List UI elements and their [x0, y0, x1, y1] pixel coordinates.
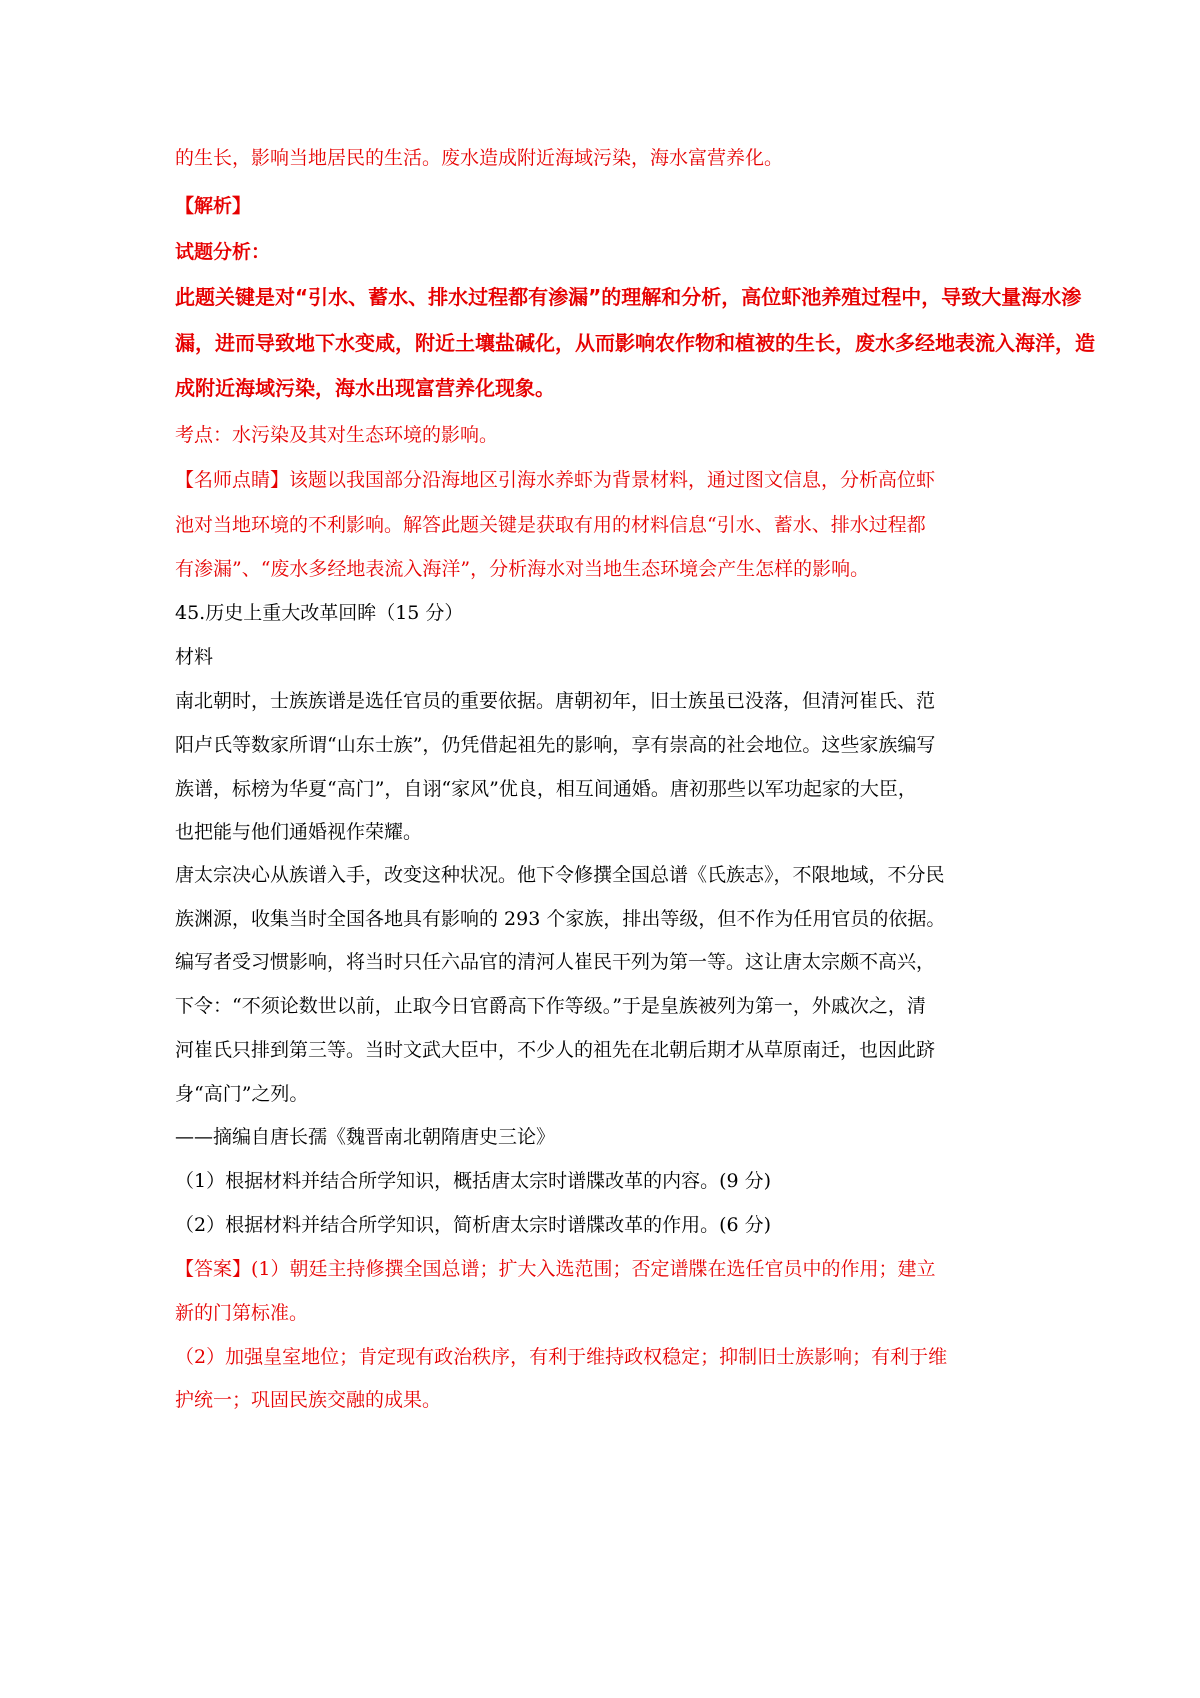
sub-question-1: （1）根据材料并结合所学知识，概括唐太宗时谱牒改革的内容。(9 分)	[175, 1170, 772, 1192]
material-para1-line: 南北朝时，士族族谱是选任官员的重要依据。唐朝初年，旧士族虽已没落，但清河崔氏、范	[175, 690, 936, 712]
analysis-header: 【解析】	[175, 195, 252, 217]
analysis-subheader: 试题分析：	[175, 241, 271, 263]
material-label: 材料	[175, 646, 214, 668]
material-para2-line: 唐太宗决心从族谱入手，改变这种状况。他下令修撰全国总谱《氏族志》，不限地域，不分民	[175, 864, 945, 886]
analysis-line: 此题关键是对“引水、蓄水、排水过程都有渗漏”的理解和分析，高位虾池养殖过程中，导致大量海水渗	[175, 285, 1082, 309]
analysis-line: 漏，进而导致地下水变咸，附近土壤盐碱化，从而影响农作物和植被的生长，废水多经地表流入海洋，造	[175, 331, 1095, 355]
material-para1-line: 阳卢氏等数家所谓“山东士族”，仍凭借起祖先的影响，享有崇高的社会地位。这些家族编写	[175, 734, 936, 756]
kaodian: 考点：水污染及其对生态环境的影响。	[175, 424, 499, 446]
answer-line: 护统一；巩固民族交融的成果。	[175, 1389, 442, 1411]
answer-line: （2）加强皇室地位；肯定现有政治秩序，有利于维持政权稳定；抑制旧士族影响；有利于维	[175, 1346, 948, 1368]
material-para2-line: 下令：“不须论数世以前，止取今日官爵高下作等级。”于是皇族被列为第一，外戚次之，清	[175, 995, 926, 1017]
analysis-line: 成附近海域污染，海水出现富营养化现象。	[175, 376, 555, 400]
sub-question-2: （2）根据材料并结合所学知识，简析唐太宗时谱牒改革的作用。(6 分)	[175, 1214, 772, 1236]
answer-line: 新的门第标准。	[175, 1302, 309, 1324]
material-para2-line: 身“高门”之列。	[175, 1083, 309, 1105]
mingshi-line: 有渗漏”、“废水多经地表流入海洋”，分析海水对当地生态环境会产生怎样的影响。	[175, 558, 870, 580]
mingshi-line: 池对当地环境的不利影响。解答此题关键是获取有用的材料信息“引水、蓄水、排水过程都	[175, 514, 926, 536]
prev-answer-tail: 的生长，影响当地居民的生活。废水造成附近海域污染，海水富营养化。	[175, 147, 784, 169]
material-para2-line: 族渊源，收集当时全国各地具有影响的 293 个家族，排出等级，但不作为任用官员的依据。	[175, 908, 946, 930]
material-source: ——摘编自唐长孺《魏晋南北朝隋唐史三论》	[175, 1126, 556, 1148]
material-para2-line: 河崔氏只排到第三等。当时文武大臣中，不少人的祖先在北朝后期才从草原南迁，也因此跻	[175, 1039, 936, 1061]
answer-line: 【答案】(1）朝廷主持修撰全国总谱；扩大入选范围；否定谱牒在选任官员中的作用；建立	[175, 1258, 936, 1280]
material-para2-line: 编写者受习惯影响，将当时只任六品官的清河人崔民干列为第一等。这让唐太宗颇不高兴，	[175, 951, 936, 973]
mingshi-line: 【名师点睛】该题以我国部分沿海地区引海水养虾为背景材料，通过图文信息，分析高位虾	[175, 469, 936, 491]
question-title: 45.历史上重大改革回眸（15 分）	[175, 602, 464, 624]
material-para1-line: 族谱，标榜为华夏“高门”，自诩“家风”优良，相互间通婚。唐初那些以军功起家的大臣，	[175, 778, 917, 800]
material-para1-line: 也把能与他们通婚视作荣耀。	[175, 821, 423, 843]
